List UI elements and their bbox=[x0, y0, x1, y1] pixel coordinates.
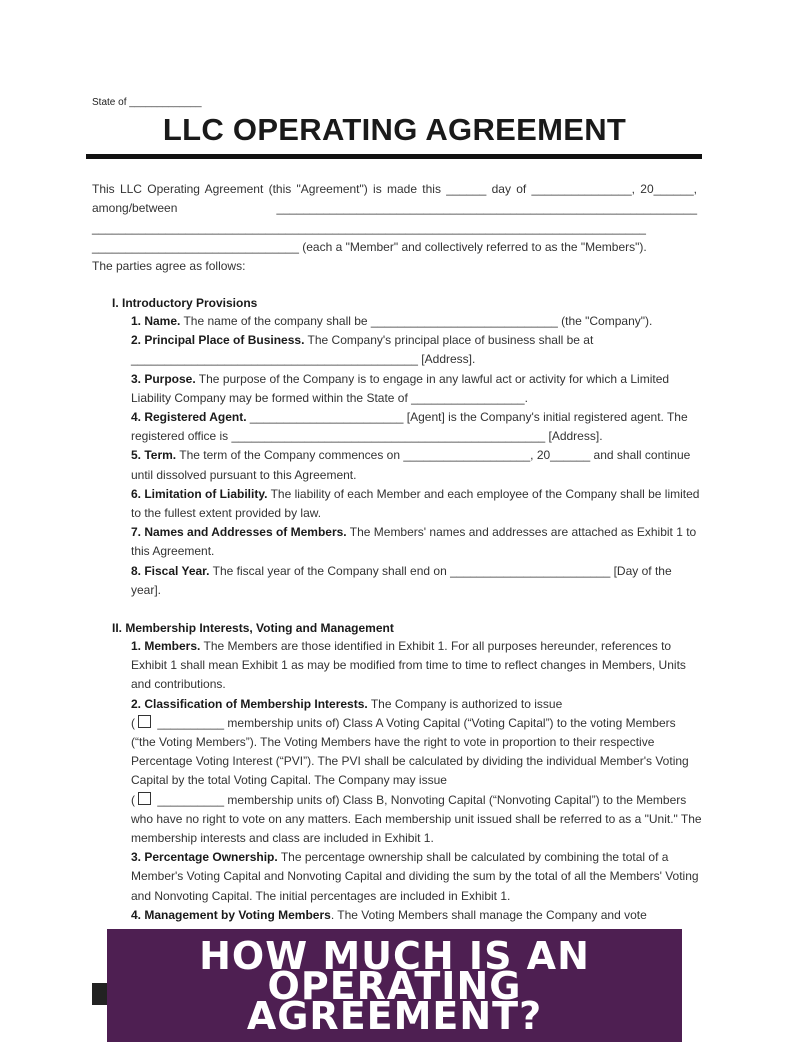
provision-registered-agent: 4. Registered Agent. _______________________ [Agent] is the Company's initial registered agent. The registered office is _______________________________________________ [Address]. bbox=[131, 410, 688, 444]
section-heading: I. Introductory Provisions bbox=[112, 296, 258, 310]
intro-parties-agree: The parties agree as follows: bbox=[92, 259, 246, 274]
provision-term: 5. Term. The term of the Company commences on ___________________, 20______ and shall continue until dissolved pursuant to this Agreement. bbox=[131, 448, 691, 482]
title-rule bbox=[86, 154, 702, 159]
document-title: LLC OPERATING AGREEMENT bbox=[162, 112, 627, 147]
intro-text: This LLC Operating Agreement (this "Agreement") is made this ______ day of _______________, 20______, among/between _______________________________________________________________ ___________________________________________________________________________________ _______________________________ (each a "Member" and collectively referred to as the "Members"). bbox=[92, 182, 697, 254]
provision-limitation-liability: 6. Limitation of Liability. The liability of each Member and each employee of the Company shall be limited to the fullest extent provided by law. bbox=[131, 486, 700, 521]
banner-text: HOW MUCH IS AN OPERATING AGREEMENT? bbox=[199, 933, 590, 1038]
class-a-checkbox[interactable] bbox=[138, 715, 151, 728]
membership-members: 1. Members. The Members are those identified in Exhibit 1. For all purposes hereunder, references to Exhibit 1 shall mean Exhibit 1 as may be modified from time to time to reflect changes in Members, Units and contributions. bbox=[131, 639, 686, 692]
title-banner bbox=[107, 929, 682, 1042]
membership-percentage-ownership: 3. Percentage Ownership. The percentage ownership shall be calculated by combining the total of a Member's Voting Capital and Nonvoting Capital and dividing the sum by the total of all the Members' Voting and Nonvoting Capital. The initial percentages are included in Exhibit 1. bbox=[131, 850, 699, 903]
provision-principal-place: 2. Principal Place of Business. The Company's principal place of business shall be at ___________________________________________ [Address]. bbox=[131, 333, 594, 367]
state-line: State of _____________ bbox=[92, 97, 202, 108]
section-membership-interests bbox=[112, 621, 702, 925]
membership-classification: 2. Classification of Membership Interests. The Company is authorized to issue ( __________ membership units of) Class A Voting Capital (“Voting Capital”) to the voting Members (“the Voting Members”). The Voting Members have the right to vote in proportion to their respective Percentage Voting Interest (“PVI”). The PVI shall be calculated by dividing the individual Member's Voting Capital by the total Voting Capital. The Company may issue ( __________ membership units of) Class B, Nonvoting Capital (“Nonvoting Capital”) to the Members who have no right to vote on any matters. Each membership unit issued shall be referred to as a "Unit." The membership interests and class are included in Exhibit 1. bbox=[131, 696, 702, 846]
next-page-fragment bbox=[92, 983, 108, 1005]
provision-name: 1. Name. The name of the company shall be ____________________________ (the "Company"). bbox=[131, 314, 653, 328]
membership-list bbox=[131, 637, 702, 925]
intro-paragraph bbox=[92, 180, 697, 276]
membership-management: 4. Management by Voting Members. The Voting Members shall manage the Company and vote bbox=[131, 907, 647, 922]
provision-member-names: 7. Names and Addresses of Members. The Members' names and addresses are attached as Exhibit 1 to this Agreement. bbox=[131, 525, 697, 559]
section-heading: II. Membership Interests, Voting and Management bbox=[112, 621, 394, 635]
provision-purpose: 3. Purpose. The purpose of the Company is to engage in any lawful act or activity for which a Limited Liability Company may be formed within the State of _________________. bbox=[131, 371, 670, 405]
class-b-checkbox[interactable] bbox=[138, 792, 151, 805]
provision-list bbox=[131, 312, 702, 600]
section-introductory-provisions bbox=[112, 296, 702, 600]
provision-fiscal-year: 8. Fiscal Year. The fiscal year of the Company shall end on ________________________ [Day of the year]. bbox=[131, 563, 672, 597]
